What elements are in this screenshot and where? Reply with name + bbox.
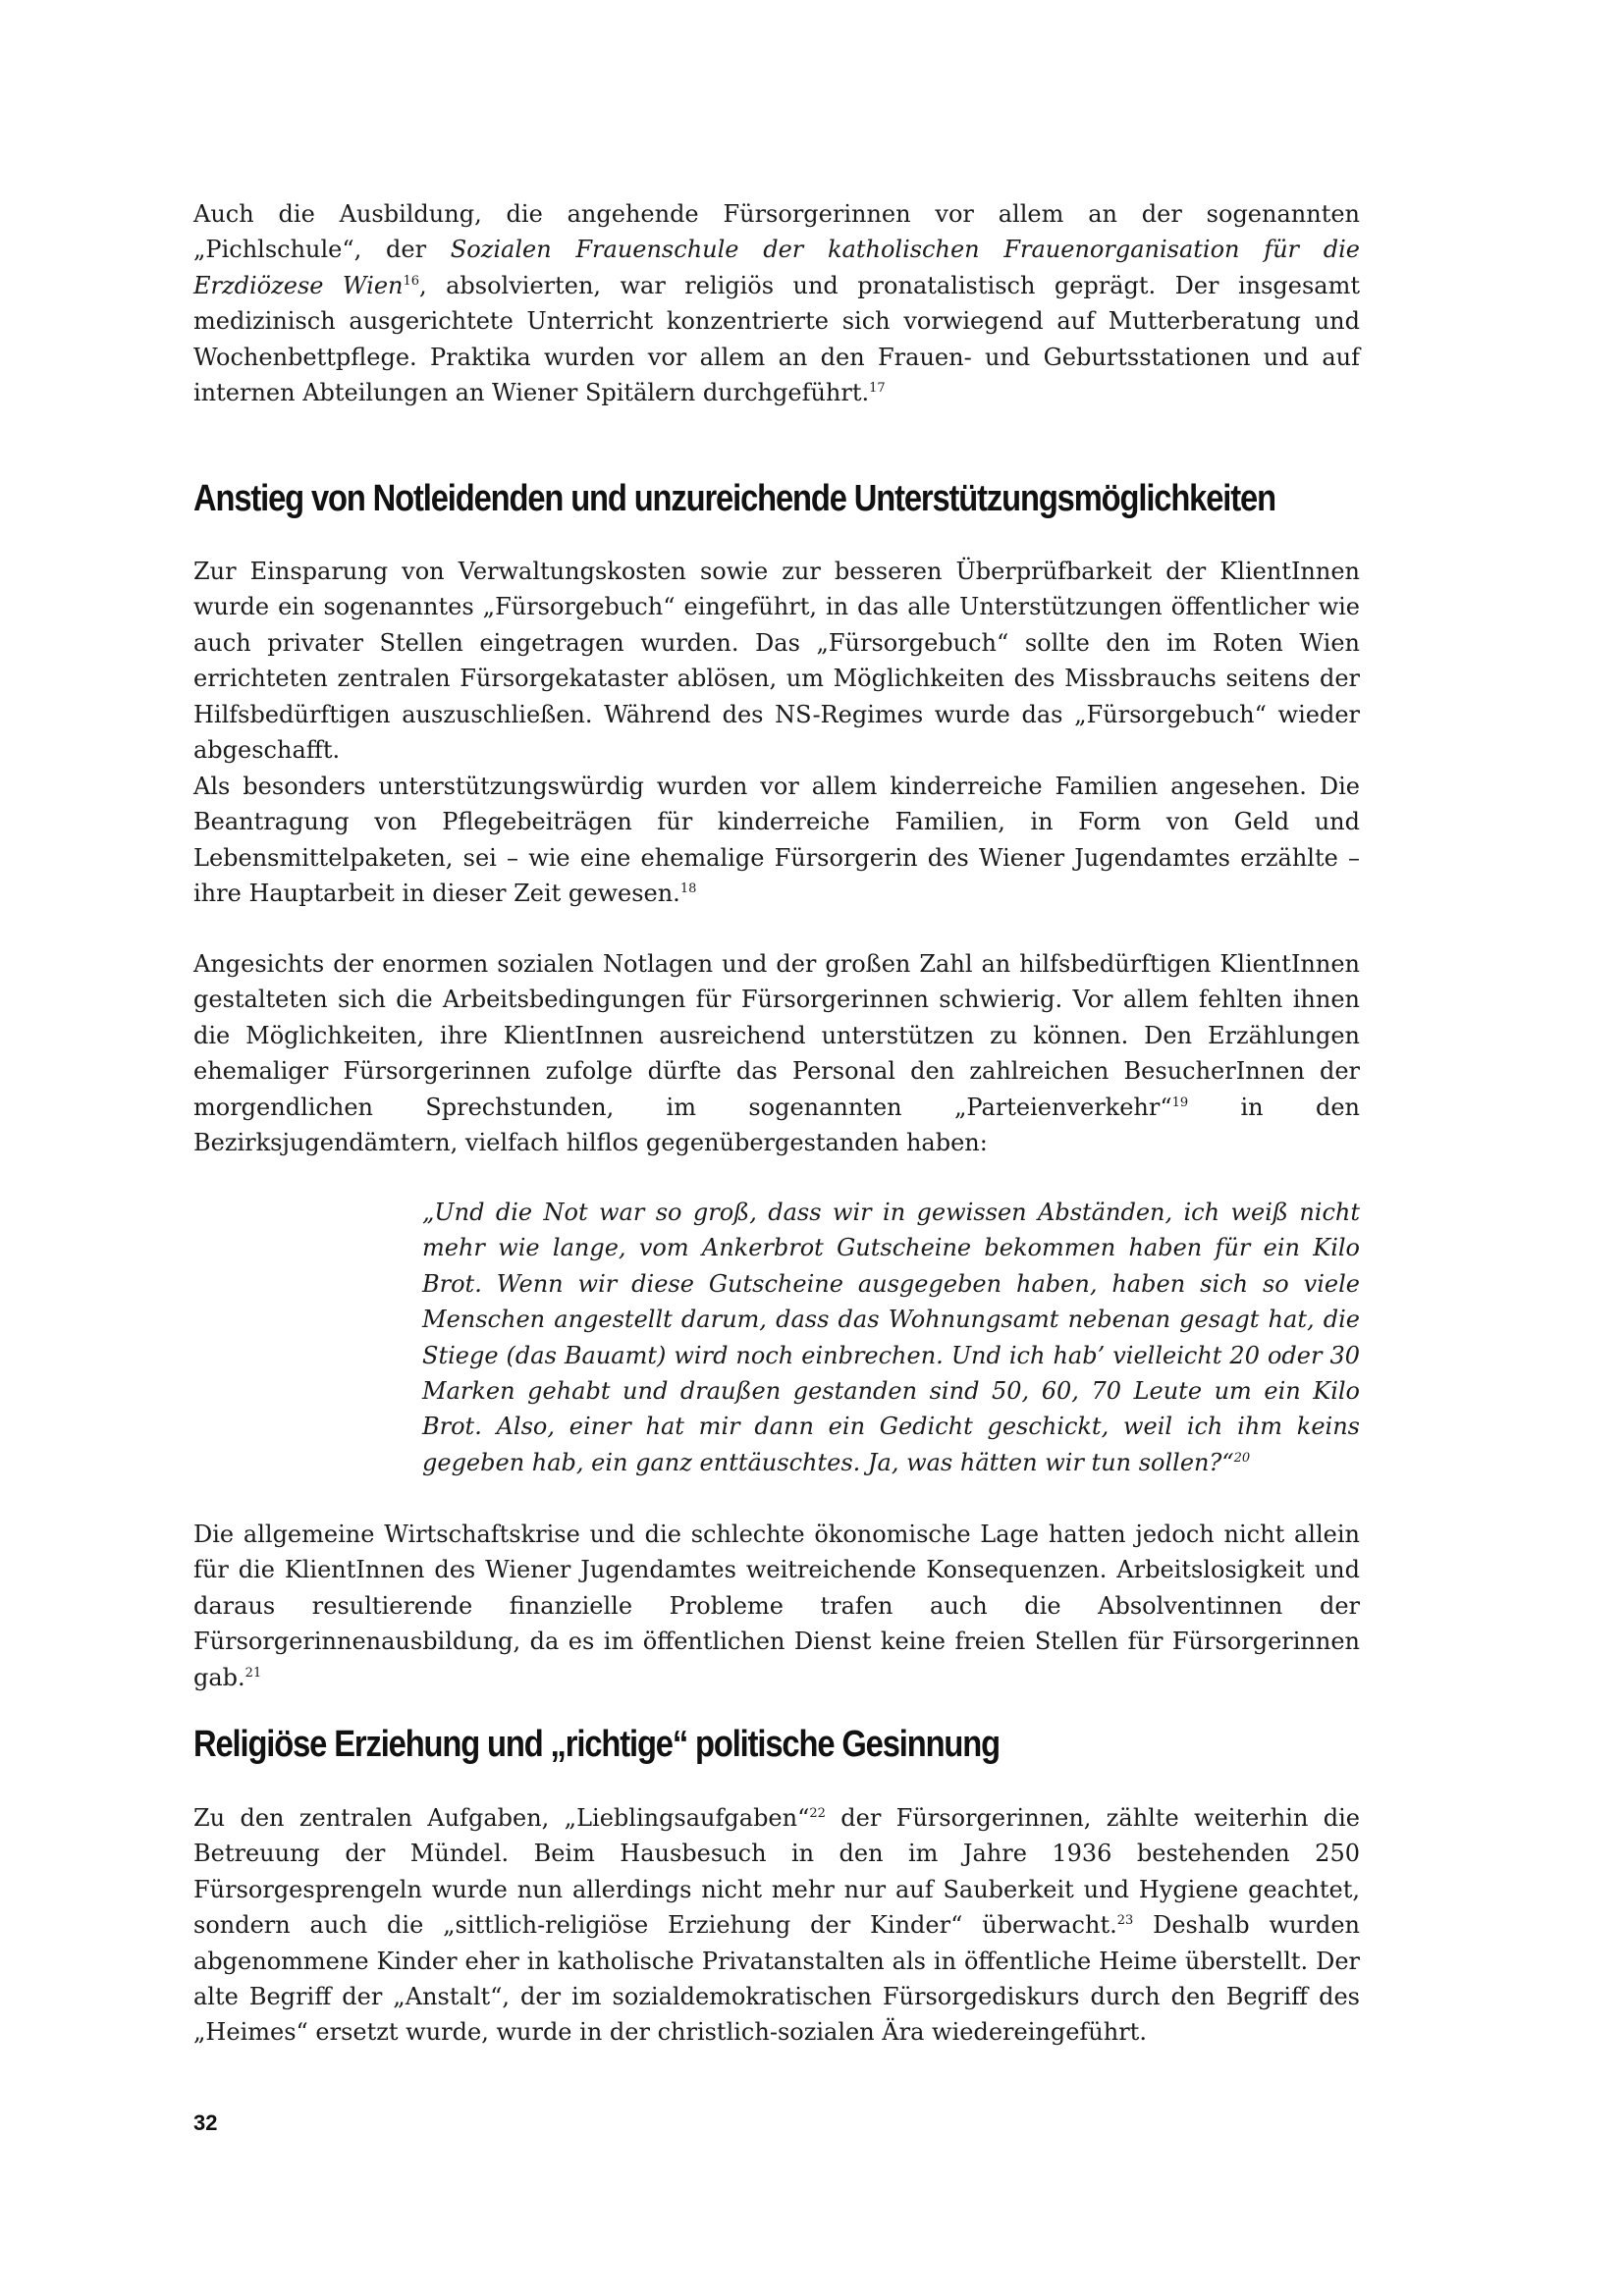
paragraph-text: Angesichts der enormen sozialen Notlagen und der großen Zahl an hilfsbedürftigen KlientInnen gestalteten sich die Arbeitsbedingungen für Fürsorgerinnen schwierig. Vor allem fehlten ihnen die Möglichkeiten, ihre KlientInnen ausreichend unterstützen zu können. Den Erzählungen ehemaliger Fürsorgerinnen zufolge dürfte das Personal den zahlreichen BesucherInnen der morgendlichen Sprechstunden, im sogenannten „Parteienverkehr“ [193,950,1360,1121]
quote-text: „Und die Not war so groß, dass wir in gewissen Abständen, ich weiß nicht mehr wie lange, vom Ankerbrot Gutscheine bekommen haben für ein Kilo Brot. Wenn wir diese Gutscheine ausgegeben haben, haben sich so viele Menschen angestellt darum, dass das Wohnungsamt nebenan gesagt hat, die Stiege (das Bauamt) wird noch einbrechen. Und ich hab’ vielleicht 20 oder 30 Marken gehabt und draußen gestanden sind 50, 60, 70 Leute um ein Kilo Brot. Also, einer hat mir dann ein Gedicht geschickt, weil ich ihm keins gegeben hab, ein ganz enttäuschtes. Ja, was hätten wir tun sollen?“ [422,1199,1360,1476]
paragraph-wirtschaftskrise [193,1517,1360,1695]
block-quote [422,1195,1360,1480]
paragraph-text: , absolvierten, war religiös und pronatalistisch geprägt. Der insgesamt medizinisch ausgerichtete Unterricht konzentrierte sich vorwiegend auf Mutterberatung und Wochenbettpflege. Praktika wurden vor allem an den Frauen- und Geburtsstationen und auf internen Abteilungen an Wiener Spitälern durchgeführt. [193,271,1360,407]
footnote-ref-21[interactable]: 21 [244,1665,262,1681]
footnote-ref-19[interactable]: 19 [1171,1095,1189,1110]
section-heading-religioese-erziehung: Religiöse Erziehung und „richtige“ politische Gesinnung [193,1724,1000,1765]
paragraph-fuersorgebuch: Zur Einsparung von Verwaltungskosten sowie zur besseren Überprüfbarkeit der KlientInnen wurde ein sogenanntes „Fürsorgebuch“ eingeführt, in das alle Unterstützungen öffentlicher wie auch privater Stellen eingetragen wurden. Das „Fürsorgebuch“ sollte den im Roten Wien errichteten zentralen Fürsorgekataster ablösen, um Möglichkeiten des Missbrauchs seitens der Hilfsbedürftigen auszuschließen. Während des NS-Regimes wurde das „Fürsorgebuch“ wieder abgeschafft. [193,558,1360,765]
footnote-ref-16[interactable]: 16 [403,273,420,289]
footnote-ref-23[interactable]: 23 [1116,1913,1134,1929]
footnote-ref-22[interactable]: 22 [809,1806,826,1821]
paragraph-kinderreiche-familien [193,769,1360,912]
paragraph-arbeitsbedingungen [193,946,1360,1160]
paragraph-text: Als besonders unterstützungswürdig wurden vor allem kinderreiche Familien angesehen. Die Beantragung von Pflegebeiträgen für kinderreiche Familien, in Form von Geld und Lebensmittelpaketen, sei – wie eine ehemalige Fürsorgerin des Wiener Jugendamtes erzählte – ihre Hauptarbeit in dieser Zeit gewesen. [193,773,1360,908]
school-name-italic: Sozialen Frauenschule der katholischen Frauenorganisation für die Erzdiözese Wien [193,236,1360,299]
footnote-ref-20[interactable]: 20 [1233,1450,1251,1466]
page-number: 32 [193,2110,218,2135]
paragraph-text: der Fürsorgerinnen, zählte weiterhin die Betreuung der Mündel. Beim Hausbesuch in den im Jahre 1936 bestehenden 250 Fürsorgesprengeln wurde nun allerdings nicht mehr nur auf Sauberkeit und Hygiene geachtet, sondern auch die „sittlich-religiöse Erziehung der Kinder“ überwacht. [193,1804,1360,1940]
paragraph-text: Auch die Ausbildung, die angehende Fürsorgerinnen vor allem an der sogenannten „Pichlschule“, der [193,200,1360,264]
footnote-ref-18[interactable]: 18 [679,881,697,897]
paragraph-aufgaben [193,1800,1360,2051]
section-heading-notleidende: Anstieg von Notleidenden und unzureichende Unterstützungsmöglichkeiten [193,478,1275,519]
footnote-ref-17[interactable]: 17 [869,381,886,397]
paragraph-text: in den Bezirksjugendämtern, vielfach hilflos gegenübergestanden haben: [193,1093,1360,1157]
paragraph-training [193,196,1360,410]
paragraph-text: Die allgemeine Wirtschaftskrise und die schlechte ökonomische Lage hatten jedoch nicht allein für die KlientInnen des Wiener Jugendamtes weitreichende Konsequenzen. Arbeitslosigkeit und daraus resultierende finanzielle Probleme trafen auch die Absolventinnen der Fürsorgerinnenausbildung, da es im öffentlichen Dienst keine freien Stellen für Fürsorgerinnen gab. [193,1521,1360,1691]
paragraph-text: Zu den zentralen Aufgaben, „Lieblingsaufgaben“ [193,1804,810,1832]
paragraph-text: Deshalb wurden abgenommene Kinder eher in katholische Privatanstalten als in öffentliche Heime überstellt. Der alte Begriff der „Anstalt“, der im sozialdemokratischen Fürsorgediskurs durch den Begriff des „Heimes“ ersetzt wurde, wurde in der christlich-sozialen Ära wiedereingeführt. [193,1911,1360,2047]
